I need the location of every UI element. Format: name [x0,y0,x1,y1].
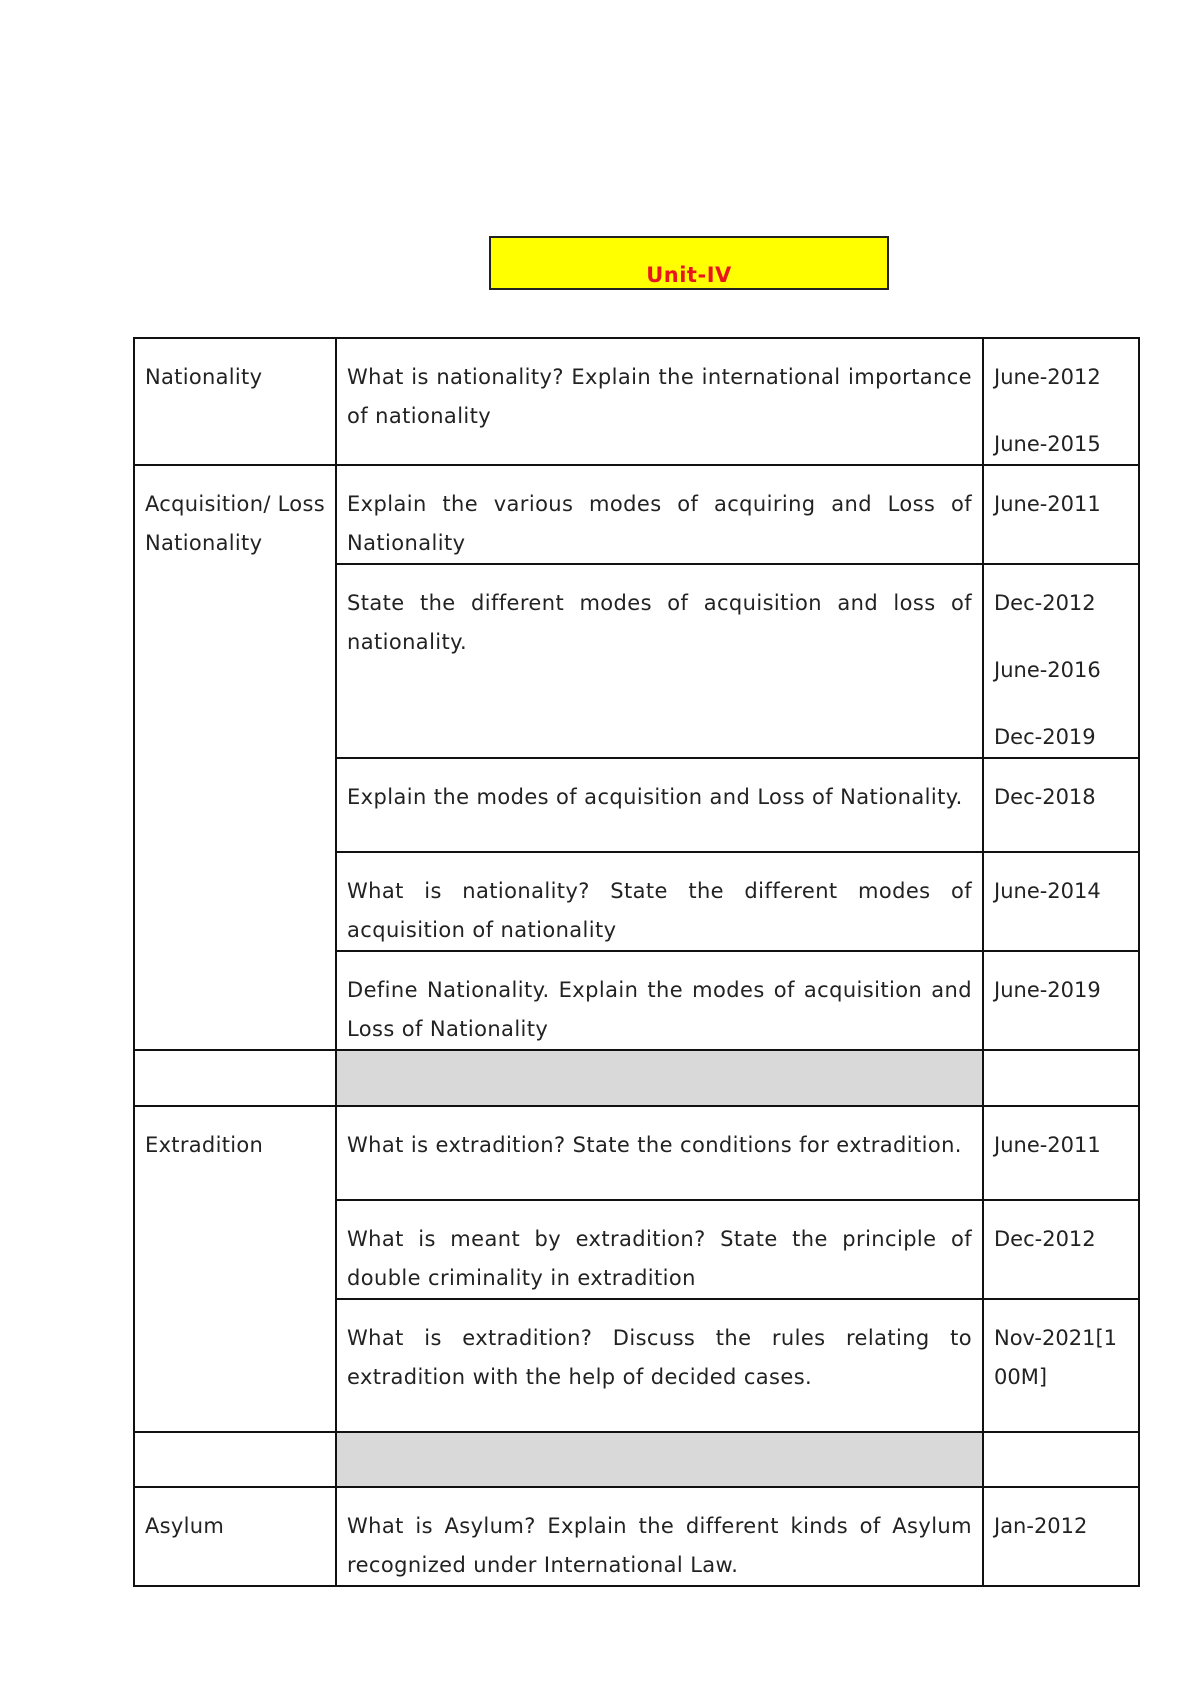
separator-row [134,1432,1139,1487]
date-cell [983,1487,1139,1586]
date-cell [983,465,1139,564]
date-cell [983,1106,1139,1200]
separator-row [134,1050,1139,1106]
gray-separator-cell [336,1432,983,1487]
date-cell [983,564,1139,758]
topic-cell: Extradition [134,1106,336,1432]
blank-cell [134,1050,336,1106]
exam-date: Dec-2019 [994,725,1096,749]
question-cell: What is nationality? Explain the international importance of nationality [336,338,983,465]
blank-cell [983,1050,1139,1106]
gray-separator-cell [336,1050,983,1106]
exam-date: Dec-2018 [994,785,1096,809]
table-row [134,465,1139,564]
unit-title: Unit-IV [646,263,732,287]
exam-date: June-2014 [994,879,1101,903]
exam-date: Dec-2012 [994,1227,1096,1251]
question-cell: Explain the various modes of acquiring and Loss of Nationality [336,465,983,564]
question-cell: State the different modes of acquisition and loss of nationality. [336,564,983,758]
exam-date: June-2016 [994,658,1101,682]
blank-cell [983,1432,1139,1487]
question-cell: What is extradition? State the conditions for extradition. [336,1106,983,1200]
exam-date: June-2019 [994,978,1101,1002]
question-cell: Explain the modes of acquisition and Loss of Nationality. [336,758,983,852]
table-row [134,1487,1139,1586]
exam-date: June-2015 [994,432,1101,456]
topic-cell: Acquisition/ Loss Nationality [134,465,336,1050]
exam-date: Dec-2012 [994,591,1096,615]
date-cell [983,1200,1139,1299]
exam-date: June-2011 [994,1133,1101,1157]
topic-cell: Asylum [134,1487,336,1586]
question-cell: What is Asylum? Explain the different kinds of Asylum recognized under International Law. [336,1487,983,1586]
date-cell [983,338,1139,465]
blank-cell [134,1432,336,1487]
topic-cell: Nationality [134,338,336,465]
question-cell: Define Nationality. Explain the modes of acquisition and Loss of Nationality [336,951,983,1050]
table-row [134,338,1139,465]
question-cell: What is meant by extradition? State the principle of double criminality in extradition [336,1200,983,1299]
question-cell: What is nationality? State the different modes of acquisition of nationality [336,852,983,951]
table-row [134,1106,1139,1200]
exam-date: Jan-2012 [994,1514,1088,1538]
date-cell [983,758,1139,852]
date-cell [983,951,1139,1050]
date-cell [983,1299,1139,1432]
question-cell: What is extradition? Discuss the rules relating to extradition with the help of decided cases. [336,1299,983,1432]
exam-date: June-2012 [994,365,1101,389]
exam-date: Nov-2021[100M] [994,1326,1117,1389]
date-cell [983,852,1139,951]
unit-header-box [489,236,889,290]
question-table [133,337,1140,1587]
exam-date: June-2011 [994,492,1101,516]
